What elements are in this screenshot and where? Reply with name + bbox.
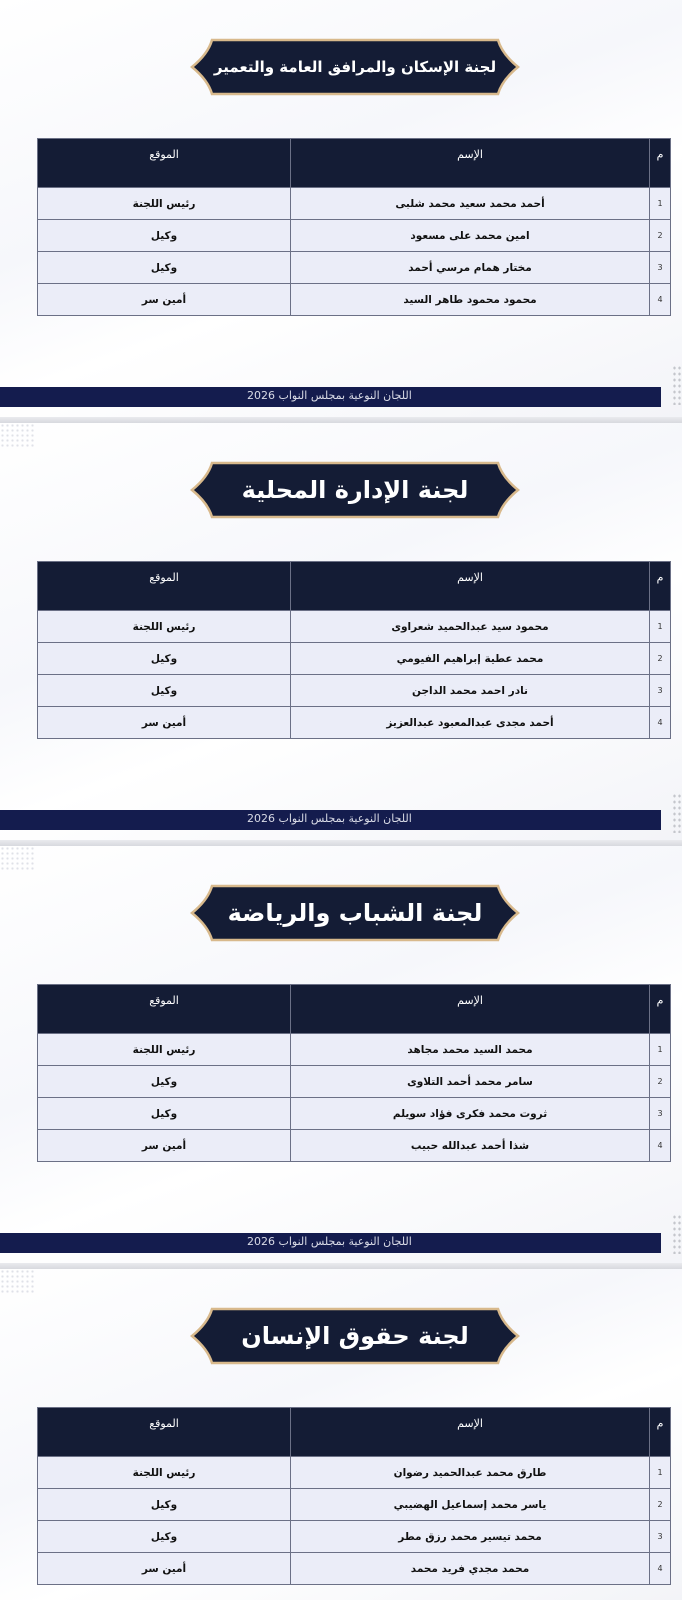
member-name: محمد تيسير محمد رزق مطر (291, 1521, 650, 1553)
member-num: 2 (650, 220, 671, 252)
member-name: شذا أحمد عبدالله حبيب (291, 1130, 650, 1162)
table-header-row (38, 985, 671, 1034)
table-row (38, 1489, 671, 1521)
committee-title-banner (190, 1307, 520, 1365)
member-position: أمين سر (38, 707, 291, 739)
header-num: م (650, 139, 671, 188)
header-position: الموقع (38, 562, 291, 611)
member-name: محمد عطية إبراهيم الفيومي (291, 643, 650, 675)
member-num: 4 (650, 1130, 671, 1162)
member-position: وكيل (38, 252, 291, 284)
footer-bar (0, 1233, 661, 1253)
header-name: الإسم (291, 139, 650, 188)
member-name: محمد مجدي فريد محمد (291, 1553, 650, 1585)
member-num: 3 (650, 675, 671, 707)
member-position: وكيل (38, 643, 291, 675)
table-header-row (38, 1408, 671, 1457)
footer-text: اللجان النوعية بمجلس النواب 2026 (247, 812, 412, 825)
member-name: محمد السيد محمد مجاهد (291, 1034, 650, 1066)
header-position: الموقع (38, 139, 291, 188)
committee-slide-2 (0, 423, 682, 840)
member-position: وكيل (38, 1489, 291, 1521)
member-num: 4 (650, 284, 671, 316)
member-num: 3 (650, 1521, 671, 1553)
member-position: وكيل (38, 1521, 291, 1553)
member-name: مختار همام مرسي أحمد (291, 252, 650, 284)
members-table (37, 984, 671, 1162)
member-position: وكيل (38, 1066, 291, 1098)
header-name: الإسم (291, 562, 650, 611)
footer-bar (0, 810, 661, 830)
member-position: رئيس اللجنة (38, 611, 291, 643)
member-num: 1 (650, 611, 671, 643)
member-name: ياسر محمد إسماعيل الهضيبي (291, 1489, 650, 1521)
header-position: الموقع (38, 1408, 291, 1457)
header-name: الإسم (291, 1408, 650, 1457)
committee-title-banner (190, 884, 520, 942)
member-name: ثروت محمد فكرى فؤاد سويلم (291, 1098, 650, 1130)
members-table (37, 1407, 671, 1585)
table-row (38, 1066, 671, 1098)
table-row (38, 611, 671, 643)
committee-slide-1 (0, 0, 682, 417)
committee-title: لجنة الإدارة المحلية (241, 476, 469, 504)
members-table (37, 561, 671, 739)
member-position: وكيل (38, 220, 291, 252)
committee-title: لجنة الإسكان والمرافق العامة والتعمير (213, 58, 497, 76)
member-num: 1 (650, 1457, 671, 1489)
members-table (37, 138, 671, 316)
member-position: رئيس اللجنة (38, 188, 291, 220)
member-num: 4 (650, 707, 671, 739)
table-row (38, 188, 671, 220)
table-row (38, 220, 671, 252)
header-num: م (650, 985, 671, 1034)
committee-title: لجنة الشباب والرياضة (227, 899, 483, 927)
table-header-row (38, 562, 671, 611)
member-num: 3 (650, 1098, 671, 1130)
member-num: 1 (650, 1034, 671, 1066)
table-header-row (38, 139, 671, 188)
table-row (38, 284, 671, 316)
table-row (38, 707, 671, 739)
member-num: 2 (650, 1489, 671, 1521)
member-name: أحمد محمد سعيد محمد شلبى (291, 188, 650, 220)
table-row (38, 1521, 671, 1553)
footer-bar (0, 387, 661, 407)
table-row (38, 1457, 671, 1489)
member-name: طارق محمد عبدالحميد رضوان (291, 1457, 650, 1489)
member-num: 2 (650, 1066, 671, 1098)
header-position: الموقع (38, 985, 291, 1034)
table-row (38, 1130, 671, 1162)
member-num: 1 (650, 188, 671, 220)
table-row (38, 1034, 671, 1066)
member-position: أمين سر (38, 1553, 291, 1585)
member-name: أحمد مجدى عبدالمعبود عبدالعزيز (291, 707, 650, 739)
member-position: رئيس اللجنة (38, 1457, 291, 1489)
committee-slide-4 (0, 1269, 682, 1600)
header-num: م (650, 1408, 671, 1457)
member-name: امين محمد على مسعود (291, 220, 650, 252)
committee-title: لجنة حقوق الإنسان (241, 1322, 469, 1350)
header-num: م (650, 562, 671, 611)
table-row (38, 1553, 671, 1585)
member-position: وكيل (38, 1098, 291, 1130)
member-num: 4 (650, 1553, 671, 1585)
member-position: أمين سر (38, 1130, 291, 1162)
member-name: نادر احمد محمد الداجن (291, 675, 650, 707)
table-row (38, 1098, 671, 1130)
committee-slide-3 (0, 846, 682, 1263)
table-row (38, 675, 671, 707)
member-name: محمود سيد عبدالحميد شعراوى (291, 611, 650, 643)
member-name: محمود محمود طاهر السيد (291, 284, 650, 316)
member-num: 2 (650, 643, 671, 675)
table-row (38, 252, 671, 284)
member-position: أمين سر (38, 284, 291, 316)
member-num: 3 (650, 252, 671, 284)
committee-title-banner (190, 461, 520, 519)
table-row (38, 643, 671, 675)
footer-text: اللجان النوعية بمجلس النواب 2026 (247, 1235, 412, 1248)
member-name: سامر محمد أحمد التلاوى (291, 1066, 650, 1098)
footer-text: اللجان النوعية بمجلس النواب 2026 (247, 389, 412, 402)
member-position: رئيس اللجنة (38, 1034, 291, 1066)
committee-title-banner (190, 38, 520, 96)
header-name: الإسم (291, 985, 650, 1034)
member-position: وكيل (38, 675, 291, 707)
